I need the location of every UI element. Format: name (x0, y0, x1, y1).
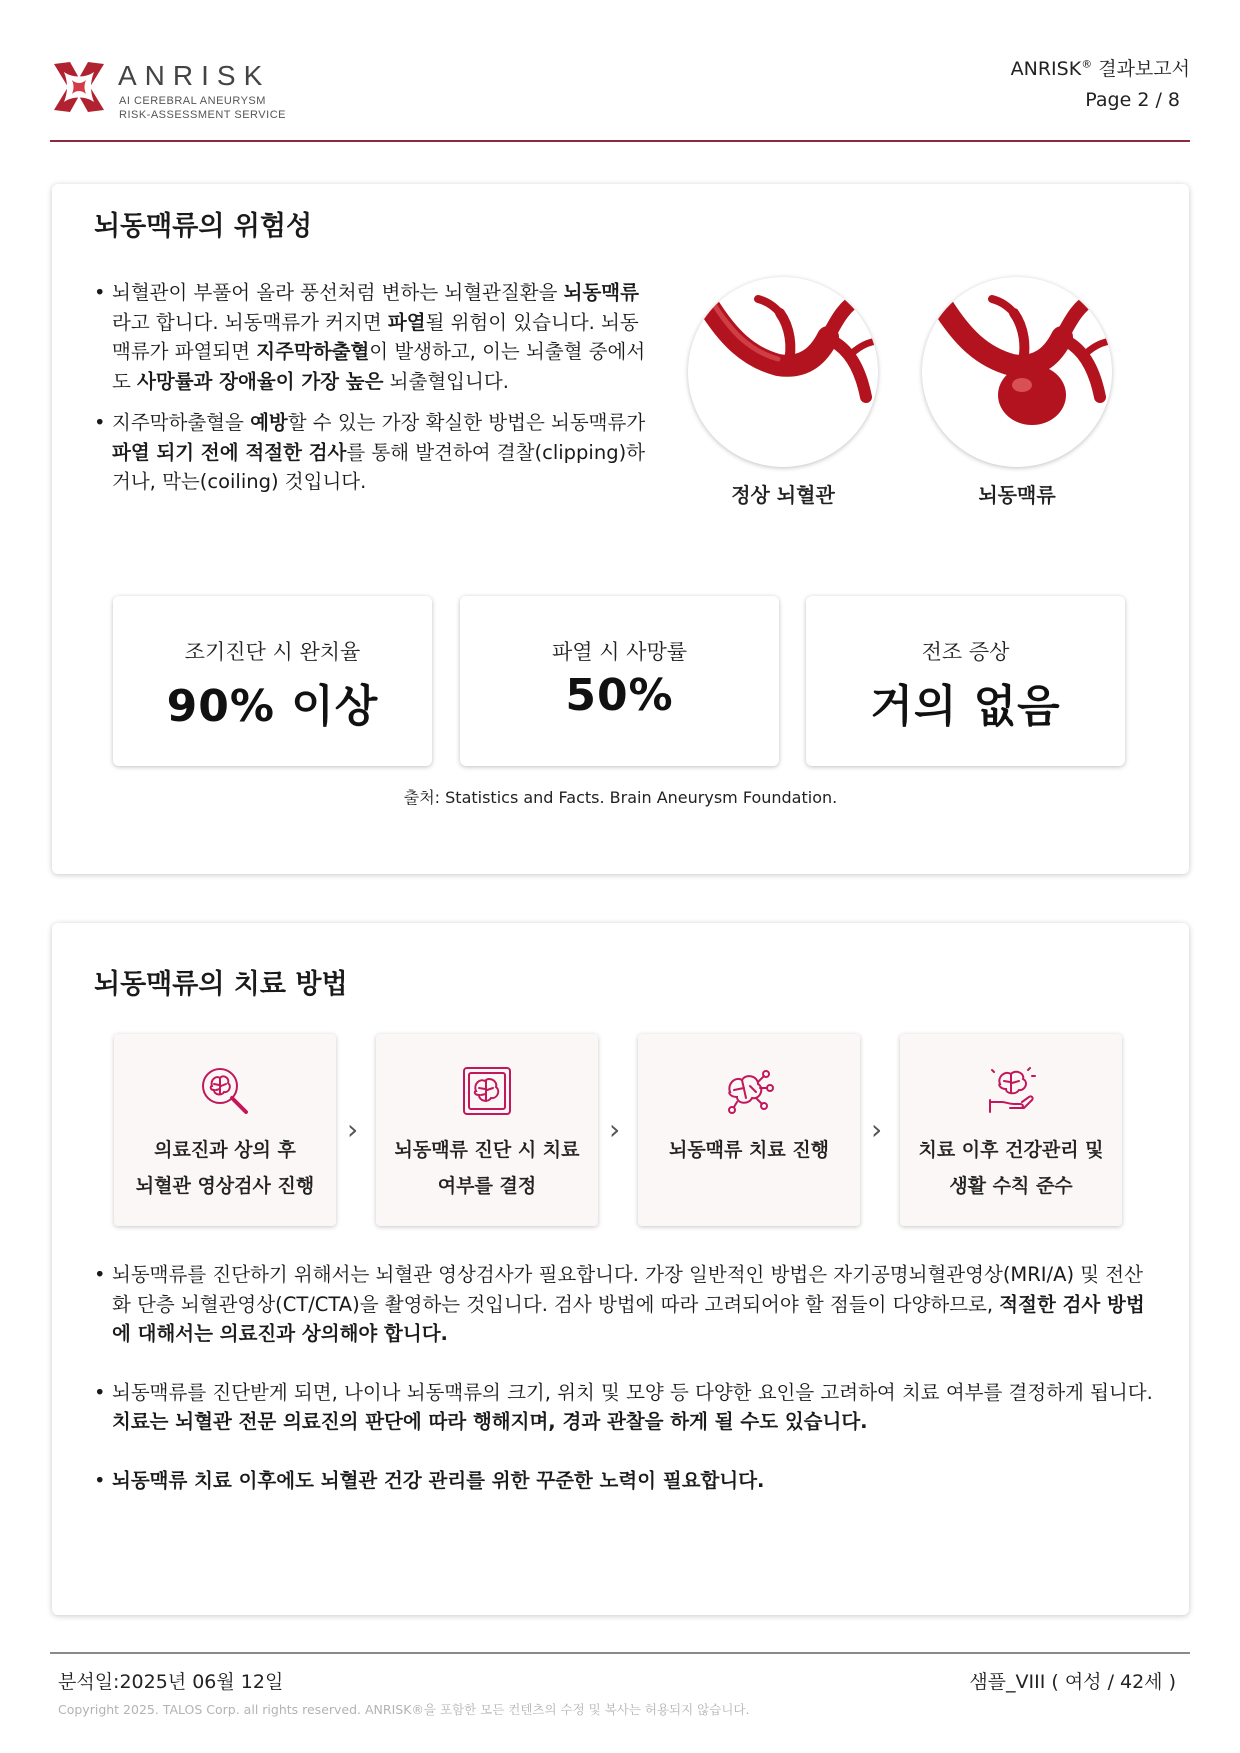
bold-text: 지주막하출혈 (256, 340, 370, 363)
sample-info: 샘플_VIII ( 여성 / 42세 ) (969, 1671, 1176, 1693)
report-meta (1011, 54, 1190, 111)
logo-tagline-line2: RISK-ASSESSMENT SERVICE (119, 109, 286, 121)
bold-text: 파열 되기 전에 적절한 검사 (112, 440, 347, 464)
stat-value: 90% 이상 (166, 681, 379, 732)
normal-vessel-illustration-icon (688, 277, 878, 467)
step-label-line1: 치료 이후 건강관리 및 (918, 1139, 1104, 1161)
step-label (114, 1132, 336, 1204)
step-label-line2: 여부를 결정 (437, 1175, 537, 1197)
bold-text: 예방 (250, 411, 288, 434)
treatment-step-3 (638, 1034, 860, 1226)
treatment-bullet-list (94, 1260, 1154, 1495)
text: 뇌동맥류를 진단하기 위해서는 뇌혈관 영상검사가 필요합니다. 가장 일반적인 방법은 자기공명뇌혈관영상(MRI/A) 및 전산화 단층 뇌혈관영상(CT/CTA)을 촬영하는 것입니다. 검사 방법에 따라 고려되어야 할 점들이 다양하므로, (112, 1263, 1143, 1316)
treatment-bullet-3 (94, 1466, 1154, 1496)
report-title (1011, 54, 1190, 81)
aneurysm-vessel-image (922, 277, 1112, 467)
bold-text: 적절한 검사 방법에 대해서는 의료진과 상의해야 합니다. (112, 1292, 1145, 1345)
text: 라고 합니다. 뇌동맥류가 커지면 (112, 310, 388, 334)
step-label-line2: 뇌혈관 영상검사 진행 (135, 1175, 315, 1197)
treatment-step-4 (900, 1034, 1122, 1226)
risk-section-card (52, 184, 1189, 874)
step-label-line1: 뇌동맥류 치료 진행 (668, 1139, 830, 1161)
stat-label: 조기진단 시 완치율 (184, 640, 361, 664)
stat-card-mortality (460, 596, 779, 766)
risk-section-title: 뇌동맥류의 위험성 (94, 211, 313, 242)
logo-wordmark: ANRISK (118, 60, 271, 91)
step-label (376, 1132, 598, 1204)
text: 될 위험이 있습니다. 뇌동맥류가 파열되면 (112, 310, 639, 363)
page-header (50, 50, 1190, 142)
aneurysm-vessel-figure (922, 277, 1112, 508)
brain-care-hand-icon (984, 1064, 1038, 1118)
brain-network-icon (722, 1064, 776, 1118)
text: 이 발생하고, 이는 뇌출혈 중에서도 (112, 340, 646, 393)
treatment-section-card (52, 923, 1189, 1615)
bold-text: 뇌동맥류 치료 이후에도 뇌혈관 건강 관리를 위한 꾸준한 노력이 필요합니다. (112, 1468, 765, 1492)
step-label (638, 1132, 860, 1168)
stat-card-cure-rate (113, 596, 432, 766)
stat-label: 파열 시 사망률 (551, 640, 688, 664)
step-label (900, 1132, 1122, 1204)
normal-vessel-caption: 정상 뇌혈관 (731, 483, 835, 507)
anrisk-logo (50, 58, 350, 128)
risk-bullet-list (94, 278, 654, 497)
analysis-date: 분석일:2025년 06월 12일 (58, 1671, 284, 1693)
bold-text: 파열 (387, 310, 426, 334)
risk-bullet-2 (94, 408, 654, 497)
text: 할 수 있는 가장 확실한 방법은 뇌동맥류가 (287, 411, 646, 434)
treatment-step-1 (114, 1034, 336, 1226)
aneurysm-vessel-caption: 뇌동맥류 (978, 483, 1056, 507)
treatment-bullet-1 (94, 1260, 1154, 1349)
stat-card-symptoms (806, 596, 1125, 766)
text: 지주막하출혈을 (112, 411, 251, 434)
step-label-line1: 뇌동맥류 진단 시 치료 (394, 1139, 580, 1161)
logo-tagline-line1: AI CEREBRAL ANEURYSM (119, 95, 266, 107)
normal-vessel-image (688, 277, 878, 467)
stat-value: 50% (565, 670, 674, 721)
treatment-section-title: 뇌동맥류의 치료 방법 (94, 969, 348, 1000)
risk-bullet-1 (94, 278, 654, 396)
chevron-right-icon: › (347, 1113, 359, 1146)
text: 뇌혈관이 부풀어 올라 풍선처럼 변하는 뇌혈관질환을 (112, 281, 564, 304)
header-divider (50, 140, 1190, 142)
logo-tagline (119, 94, 286, 122)
chevron-right-icon: › (871, 1113, 883, 1146)
footer-divider (50, 1652, 1190, 1654)
chevron-right-icon: › (609, 1113, 621, 1146)
brain-magnifier-icon (198, 1064, 252, 1118)
registered-mark: ® (1081, 57, 1093, 71)
bold-text: 치료는 뇌혈관 전문 의료진의 판단에 따라 행해지며, 경과 관찰을 하게 될 수도 있습니다. (112, 1410, 868, 1433)
report-title-brand: ANRISK (1010, 58, 1082, 80)
bold-text: 뇌동맥류 (563, 281, 639, 304)
step-label-line1: 의료진과 상의 후 (154, 1139, 296, 1161)
treatment-bullet-2 (94, 1378, 1154, 1437)
stat-label: 전조 증상 (921, 640, 1010, 664)
aneurysm-vessel-illustration-icon (922, 277, 1112, 467)
brain-scan-icon (460, 1064, 514, 1118)
normal-vessel-figure (688, 277, 878, 508)
source-citation: 출처: Statistics and Facts. Brain Aneurysm Foundation. (403, 788, 838, 807)
text: 뇌출혈입니다. (383, 369, 509, 393)
copyright-notice: Copyright 2025. TALOS Corp. all rights reserved. ANRISK®을 포함한 모든 컨텐츠의 수정 및 복사는 허용되지 않습니다. (58, 1702, 750, 1717)
bold-text: 사망률과 장애율이 가장 높은 (137, 369, 384, 393)
anrisk-logo-mark-icon (50, 58, 108, 116)
report-title-text: 결과보고서 (1092, 58, 1190, 80)
page-indicator: Page 2 / 8 (1085, 89, 1180, 111)
text: 뇌동맥류를 진단받게 되면, 나이나 뇌동맥류의 크기, 위치 및 모양 등 다양한 요인을 고려하여 치료 여부를 결정하게 됩니다. (112, 1380, 1153, 1404)
treatment-step-2 (376, 1034, 598, 1226)
text: 를 통해 발견하여 결찰(clipping)하거나, 막는(coiling) 것입니다. (112, 440, 646, 493)
stat-value: 거의 없음 (870, 681, 1061, 732)
step-label-line2: 생활 수칙 준수 (949, 1175, 1073, 1197)
